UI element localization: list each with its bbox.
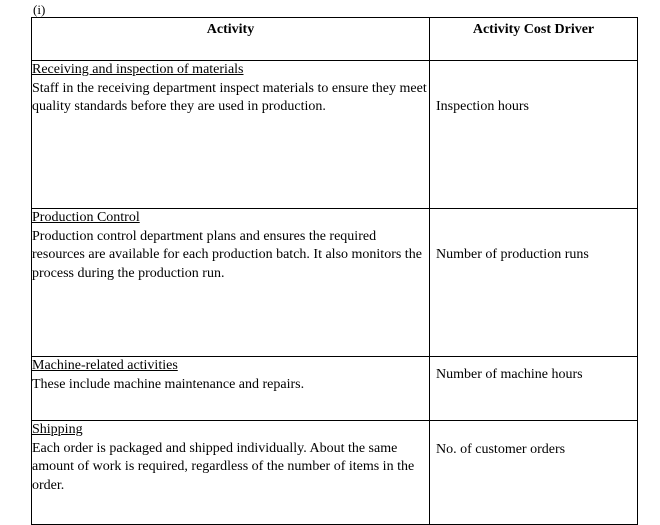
activity-cell (32, 209, 430, 357)
activity-name: Machine-related activities (32, 358, 178, 373)
driver-cell: No. of customer orders (430, 421, 638, 525)
activity-cell (32, 357, 430, 421)
driver-cell: Inspection hours (430, 61, 638, 209)
activity-name: Receiving and inspection of materials (32, 62, 244, 77)
activity-driver-table (31, 17, 638, 525)
activity-name: Shipping (32, 422, 83, 437)
driver-cell: Number of production runs (430, 209, 638, 357)
header-activity: Activity (32, 18, 430, 61)
table-row (32, 357, 638, 421)
activity-cell (32, 61, 430, 209)
header-driver: Activity Cost Driver (430, 18, 638, 61)
table-row (32, 209, 638, 357)
activity-description: Production control department plans and ensures the required resources are available for each production batch. It also monitors the process during the production run. (32, 228, 422, 281)
activity-description: Staff in the receiving department inspect materials to ensure they meet quality standards before they are used in production. (32, 80, 427, 114)
activity-cell (32, 421, 430, 525)
table-row (32, 421, 638, 525)
activity-name: Production Control (32, 210, 140, 225)
table-row (32, 61, 638, 209)
activity-description: Each order is packaged and shipped individually. About the same amount of work is required, regardless of the number of items in the order. (32, 440, 415, 493)
part-label: (i) (33, 2, 46, 17)
header-row (32, 18, 638, 61)
activity-description: These include machine maintenance and repairs. (32, 376, 305, 392)
driver-cell: Number of machine hours (430, 357, 638, 421)
